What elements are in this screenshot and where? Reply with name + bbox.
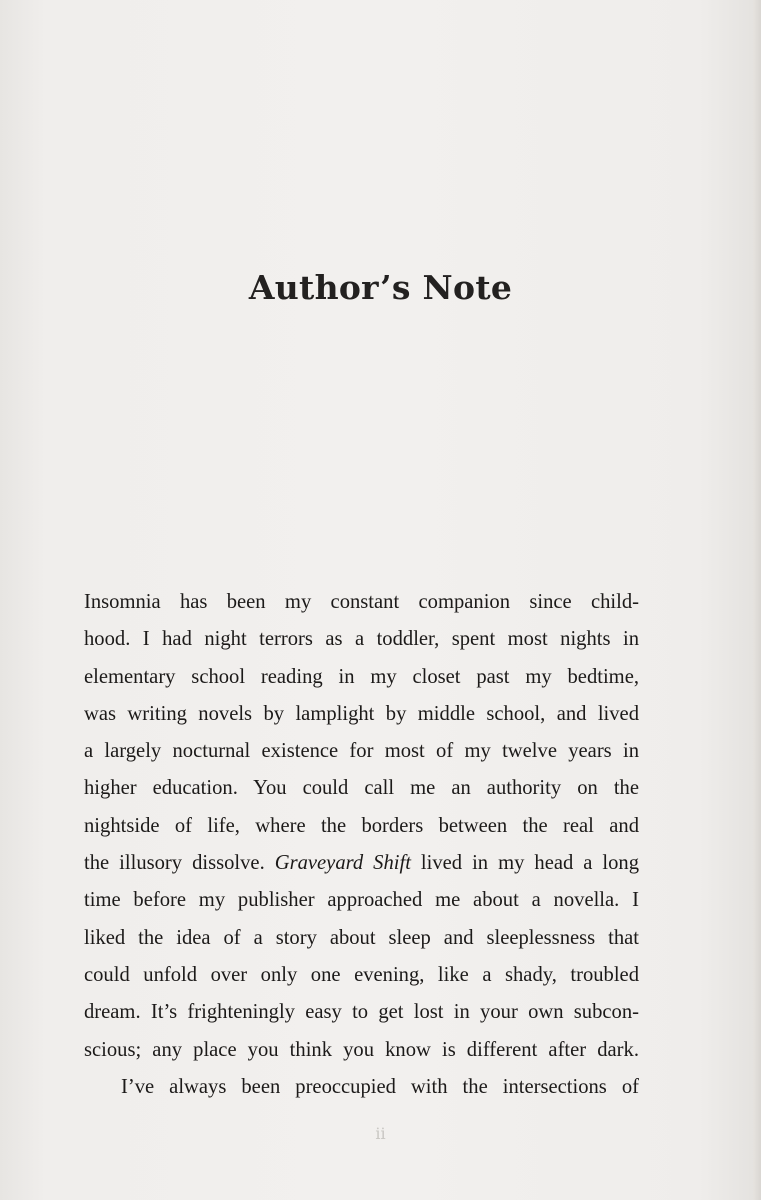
text-line: scious; any place you think you know is different after dark. — [84, 1038, 639, 1061]
text-line: could unfold over only one evening, like a shady, troubled — [84, 963, 639, 986]
text-line: liked the idea of a story about sleep and sleeplessness that — [84, 926, 639, 949]
text-line: time before my publisher approached me about a novella. I — [84, 889, 639, 912]
chapter-title: Author’s Note — [248, 268, 513, 308]
text-segment: lived in my head a long — [410, 852, 640, 875]
text-line: hood. I had night terrors as a toddler, spent most nights in — [84, 628, 639, 651]
text-line: dream. It’s frighteningly easy to get lost in your own subcon- — [84, 1001, 639, 1024]
text-line: elementary school reading in my closet past my bedtime, — [84, 665, 639, 688]
text-line: a largely nocturnal existence for most of my twelve years in — [84, 740, 639, 763]
text-line: higher education. You could call me an authority on the — [84, 777, 639, 800]
page-folio: ii — [375, 1124, 386, 1143]
text-line: nightside of life, where the borders between the real and — [84, 814, 639, 837]
book-title-italic: Graveyard Shift — [274, 852, 411, 875]
text-line — [84, 845, 639, 882]
text-line: was writing novels by lamplight by middle school, and lived — [84, 702, 639, 725]
paragraph-first-line: I’ve always been preoccupied with the intersections of — [121, 1075, 639, 1098]
text-line: Insomnia has been my constant companion since child- — [84, 591, 639, 613]
page-edge-shadow — [753, 0, 761, 1200]
body-text — [84, 584, 639, 1106]
text-segment: the illusory dissolve. — [84, 852, 275, 875]
